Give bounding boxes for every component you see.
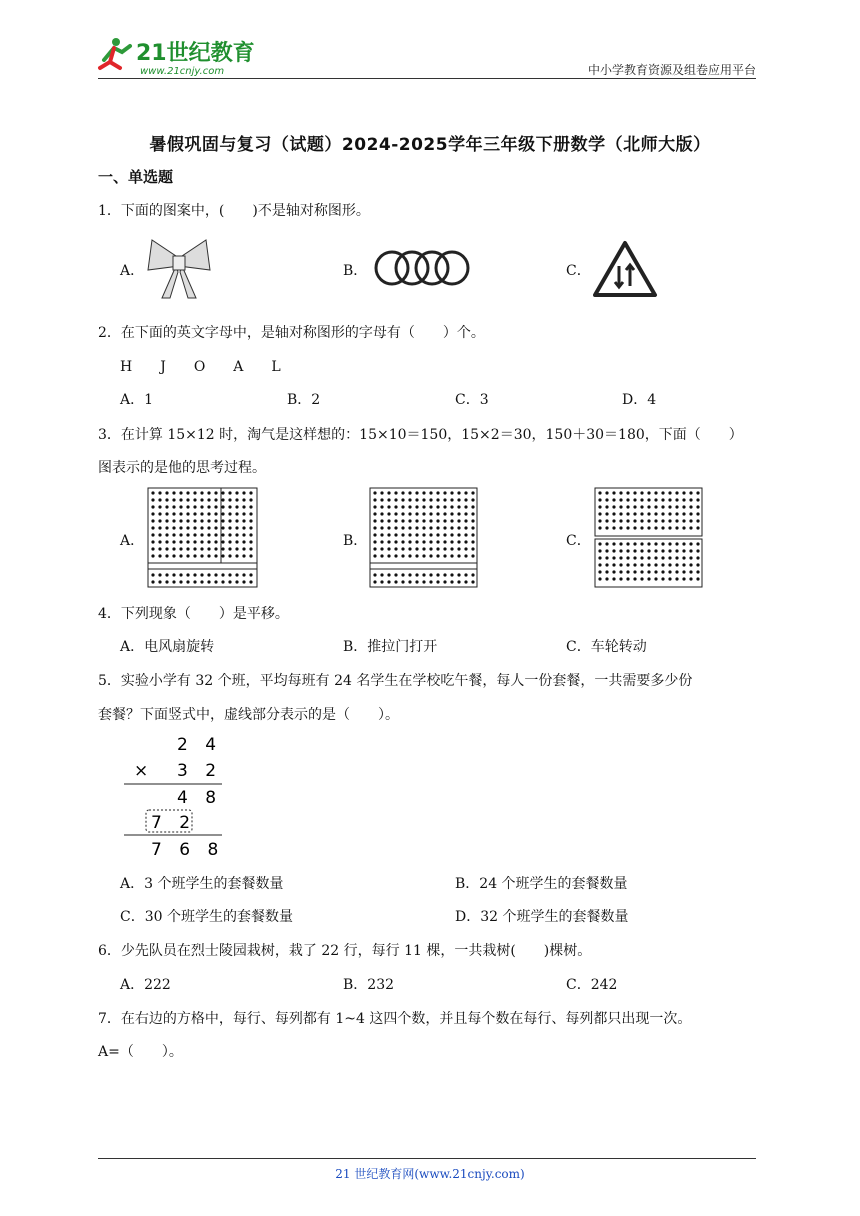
q1-option-b[interactable]: B． xyxy=(343,263,368,279)
q6-option-c[interactable]: C．242 xyxy=(566,977,618,993)
q2-option-b[interactable]: B．2 xyxy=(287,392,321,408)
q2-option-d[interactable]: D．4 xyxy=(622,392,657,408)
dot-grid-a xyxy=(147,487,259,593)
dot-grid-b xyxy=(369,487,479,593)
site-slogan: 中小学教育资源及组卷应用平台 xyxy=(587,63,756,77)
question-1: 1．下面的图案中，( )不是轴对称图形。 xyxy=(98,203,370,219)
q5-option-c[interactable]: C．30 个班学生的套餐数量 xyxy=(120,909,293,925)
q3-option-b[interactable]: B． xyxy=(343,533,368,549)
header-divider xyxy=(98,78,756,79)
site-logo xyxy=(96,34,266,78)
q6-option-b[interactable]: B．232 xyxy=(343,977,395,993)
q4-option-b[interactable]: B．推拉门打开 xyxy=(343,639,438,655)
q2-option-a[interactable]: A．1 xyxy=(120,392,154,408)
logo-text: 21世纪教育 xyxy=(136,41,255,66)
question-5-line1: 5．实验小学有 32 个班，平均每班有 24 名学生在学校吃午餐，每人一份套餐，一共需要多少份 xyxy=(98,673,693,689)
q2-letters: H J O A L xyxy=(120,359,281,375)
page-title: 暑假巩固与复习（试题）2024-2025学年三年级下册数学（北师大版） xyxy=(149,135,711,155)
calc-top: 2 4 xyxy=(177,735,223,755)
calc-result: 7 6 8 xyxy=(151,840,225,860)
q4-option-a[interactable]: A．电风扇旋转 xyxy=(120,639,215,655)
q4-option-c[interactable]: C．车轮转动 xyxy=(566,639,647,655)
calc-times: × xyxy=(134,761,149,781)
question-6: 6．少先队员在烈士陵园栽树，栽了 22 行，每行 11 棵，一共栽树( )棵树。 xyxy=(98,943,592,959)
footer-divider xyxy=(98,1158,756,1159)
question-2: 2．在下面的英文字母中，是轴对称图形的字母有（ ）个。 xyxy=(98,325,485,341)
q5-option-b[interactable]: B．24 个班学生的套餐数量 xyxy=(455,876,628,892)
dot-grid-c xyxy=(594,487,704,593)
question-3-line2: 图表示的是他的思考过程。 xyxy=(98,460,266,476)
question-7: 7．在右边的方格中，每行、每列都有 1~4 这四个数，并且每个数在每行、每列都只出现一次。 xyxy=(98,1011,692,1027)
q1-option-c[interactable]: C． xyxy=(566,263,591,279)
warning-sign-image xyxy=(592,240,658,302)
q6-option-a[interactable]: A．222 xyxy=(120,977,171,993)
q1-option-a[interactable]: A． xyxy=(120,263,145,279)
question-7-answer: A=（ ）。 xyxy=(98,1044,183,1060)
q2-option-c[interactable]: C．3 xyxy=(455,392,489,408)
calc-partial1: 4 8 xyxy=(177,788,223,808)
question-3-line1: 3．在计算 15×12 时，淘气是这样想的：15×10＝150，15×2＝30，150＋30＝180，下面（ ） xyxy=(98,427,743,443)
runner-icon xyxy=(100,38,130,68)
calc-multiplier: 3 2 xyxy=(177,761,223,781)
vertical-multiplication xyxy=(120,732,230,862)
question-4: 4．下列现象（ ）是平移。 xyxy=(98,606,289,622)
logo-url: www.21cnjy.com xyxy=(140,66,225,77)
q3-option-c[interactable]: C． xyxy=(566,533,591,549)
four-rings-image xyxy=(372,248,472,292)
bow-image xyxy=(146,236,212,306)
calc-partial2: 7 2 xyxy=(151,813,197,833)
section-heading: 一、单选题 xyxy=(98,168,174,186)
q5-option-d[interactable]: D．32 个班学生的套餐数量 xyxy=(455,909,629,925)
question-5-line2: 套餐？下面竖式中，虚线部分表示的是（ ）。 xyxy=(98,707,399,723)
q5-option-a[interactable]: A．3 个班学生的套餐数量 xyxy=(120,876,284,892)
q3-option-a[interactable]: A． xyxy=(120,533,145,549)
footer-link[interactable]: 21 世纪教育网(www.21cnjy.com) xyxy=(335,1167,525,1181)
